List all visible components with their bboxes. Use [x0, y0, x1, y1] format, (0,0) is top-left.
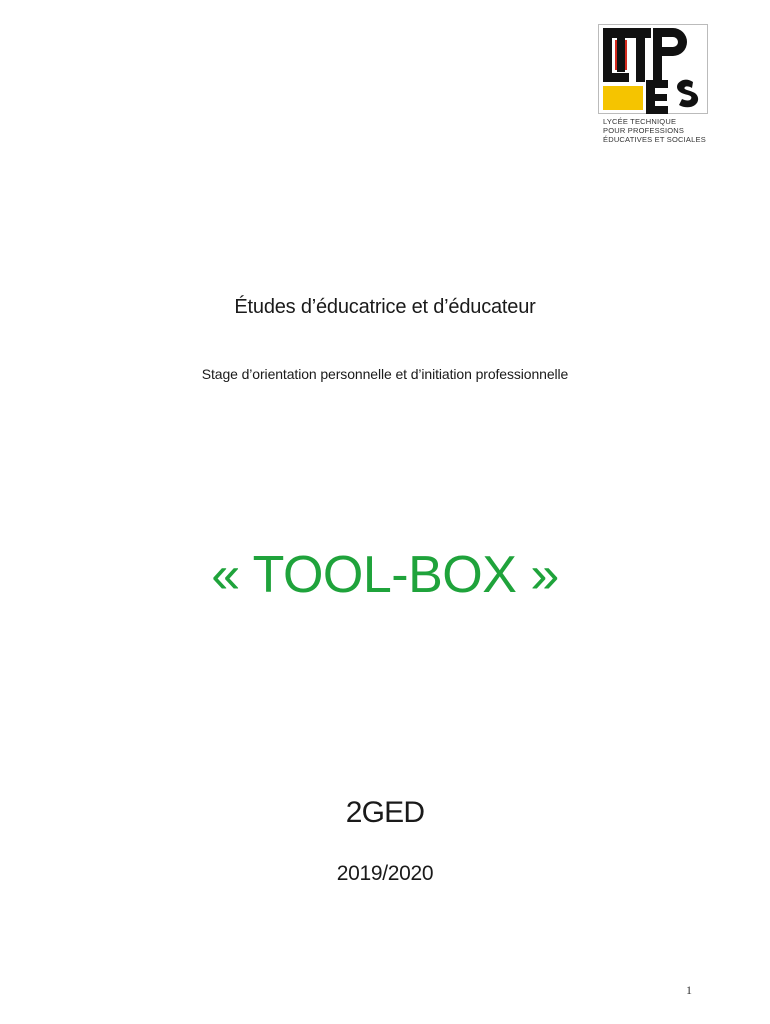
logo-caption: [603, 117, 713, 144]
logo-caption-line-2: POUR PROFESSIONS: [603, 126, 685, 135]
logo-caption-line-3: ÉDUCATIVES ET SOCIALES: [603, 135, 706, 144]
school-logo: [598, 24, 710, 148]
page-number: 1: [686, 983, 692, 997]
document-title: Études d’éducatrice et d’éducateur: [234, 296, 536, 318]
logo-caption-line-1: LYCÉE TECHNIQUE: [603, 117, 677, 126]
document-subtitle: Stage d’orientation personnelle et d’initiation professionnelle: [201, 366, 569, 382]
school-year: 2019/2020: [336, 862, 434, 885]
class-code: 2GED: [345, 796, 425, 829]
ltpes-logo-icon: [598, 24, 710, 116]
main-heading: « TOOL-BOX »: [211, 546, 559, 604]
